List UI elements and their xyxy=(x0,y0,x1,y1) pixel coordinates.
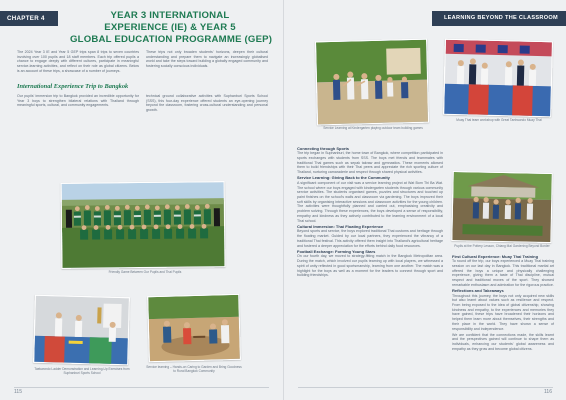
body-paragraph-continued: technical ground collaborative activities with Suphanburi Sports School (SSS), this four-day experience offered students an eye-opening journey beyond the classroom, fostering cross-cultural understanding and personal growth. xyxy=(146,94,268,113)
photo-caption: Pupils at the Pottery Lesson, Chiang Mai Gardening Beyond Border xyxy=(454,244,550,248)
section-body: Beyond sports and service, the boys explored traditional Thai customs and heritage through the floating market. Guided by our local partners, they experienced the vibrancy of a traditional Thai festival. This activity offered them insight into Thailand's agricultural heritage and fostered a deeper appreciation for the efforts behind daily food resources. xyxy=(297,229,443,248)
muay-thai-photo xyxy=(443,39,553,118)
section-heading: Football Exchange: Forming Young Stars xyxy=(297,248,376,254)
closing-paragraph: We are confident that the connections made, the skills learnt and the perspectives gained will continue to shape them as individuals, enhancing our students' global awareness and empathy as they grow and become global citizens. xyxy=(452,332,554,351)
photo-caption: Taekwondo Ladder Demonstration and Learning-Up Exercises from Suphanburi Sports School xyxy=(34,367,130,375)
gardening-photo xyxy=(451,171,552,243)
footer-divider xyxy=(298,387,553,388)
intro-paragraph-continued: These trips not only broaden students' horizons, deepen their cultural understanding and prepare them to navigate an increasingly globalised world and take the steps toward building a globally engaged community and fostering socially conscious individuals. xyxy=(146,50,268,69)
section-label: LEARNING BEYOND THE CLASSROOM xyxy=(432,11,566,26)
right-page xyxy=(283,0,566,400)
article-column-right xyxy=(452,253,554,352)
section-body: A significant component of our visit was a service learning project at Wat Bom Thi Ba Wat. The school where our boys engaged with kindergarten students through various community service activities. The students organised games, puzzles and structures and touched up paint finishes on the school's walls and classroom via gardening. The boys improved their soft skills by organising interactive sessions and classroom activities for the young children. The activities were thoughtfully planned and carried out, emphasising creativity and problem solving. Through these experiences, the boys developed a sense of responsibility, empathy and kindness as they actively contributed to the learning environment of a local Thai school. xyxy=(297,180,443,223)
footer-divider xyxy=(14,387,269,388)
taekwondo-photo xyxy=(33,295,130,365)
section-subheading: International Experience Trip to Bangkok xyxy=(17,83,129,90)
photo-caption: Service Learning at Kindergarten playing outdoor team building games xyxy=(323,126,423,130)
section-heading: Connecting through Sports xyxy=(297,145,349,151)
page-number: 116 xyxy=(544,389,552,395)
section-heading: Service Learning: Giving Back to the Community xyxy=(297,175,390,181)
team-photo xyxy=(61,181,226,269)
body-paragraph: Our pupils' immersion trip to Bangkok provided an incredible opportunity for Year 3 boys to strengthen bilateral relations with Thailand through meaningful sports, cultural, and community engagements. xyxy=(17,94,139,108)
chapter-label: CHAPTER 4 xyxy=(0,11,58,26)
section-heading: First Cultural Experience: Muay Thai Training xyxy=(452,253,539,259)
page-number: 115 xyxy=(14,389,22,395)
article-column-left xyxy=(297,145,443,278)
page-title xyxy=(70,10,273,46)
title-line: YEAR 3 INTERNATIONAL xyxy=(110,10,230,21)
section-body: Throughout this journey, the boys not only acquired new skills but also learnt about values such as resilience and respect. From being exposed to the idea of global citizenship, showing kindness and empathy, to the experiences and memories they have gained, these trips have broadened their horizons and helped them learn more about themselves, their strengths and their place in the world. They have shown a sense of responsibility and independence. xyxy=(452,293,554,331)
section-heading: Reflections and Takeaways xyxy=(452,287,504,293)
title-line: GLOBAL EDUCATION PROGRAMME (GEP) xyxy=(70,34,273,45)
section-heading: Cultural Immersion: Thai Floating Experience xyxy=(297,223,384,229)
section-body: On our fourth day, we moved to strategy-fitting match in the Bangkok Metropolitan area. During the match, which involved our pupils teaming up with local players, we witnessed a spirit of unity reflected in good sportsmanship, learning from one another. The match was a highlight for the boys as well as a moment for the leaders to connect through sport and building friendships. xyxy=(297,254,443,278)
photo-caption: Service learning – Hands-on Caring to Garden and Bring Goodness to Rural Bangkok Community xyxy=(146,365,242,373)
photo-caption: Muay Thai team workshop with Great Taekwondo Muay Thai xyxy=(456,118,542,122)
section-body: The trip began in Suphanburi, the home town of Bangkok, where competition participated in sports exchanges with students from SSS. The boys met friends and teammates with traditional Thai games such as sepak takraw and gymnastics. These moments allowed them to build friendships with their Thai peers and appreciate the rich sporting culture of Thailand, nurturing camaraderie and respect through shared physical activities. xyxy=(297,151,443,175)
title-line: EXPERIENCE (IE) & YEAR 5 xyxy=(104,22,236,33)
section-body: To round off the trip, our boys experienced a Muay Thai training session on our last day in Bangkok. This traditional martial art offered the boys a unique and physically challenging experience, giving them a taste of Thai discipline, mutual respect and traditional moves of the sport. They showed remarkable enthusiasm and admiration for the rigorous practice. xyxy=(452,259,554,287)
intro-paragraph: The 2024 Year 3 IE and Year 5 GEP trips span 8 trips to seven countries involving over 100 pupils and 18 staff members. Each trip offered pupils a chance to engage deeply with different cultures, participate in meaningful service-learning activities, and reflect on their role as global citizens. Below is an account of these trips, a showcase of a number of journeys. xyxy=(17,50,139,73)
photo-caption: Friendly Game Between Our Pupils and Thai Pupils xyxy=(108,270,182,274)
service-learning-photo xyxy=(147,294,241,362)
kindergarten-games-photo xyxy=(315,39,429,126)
